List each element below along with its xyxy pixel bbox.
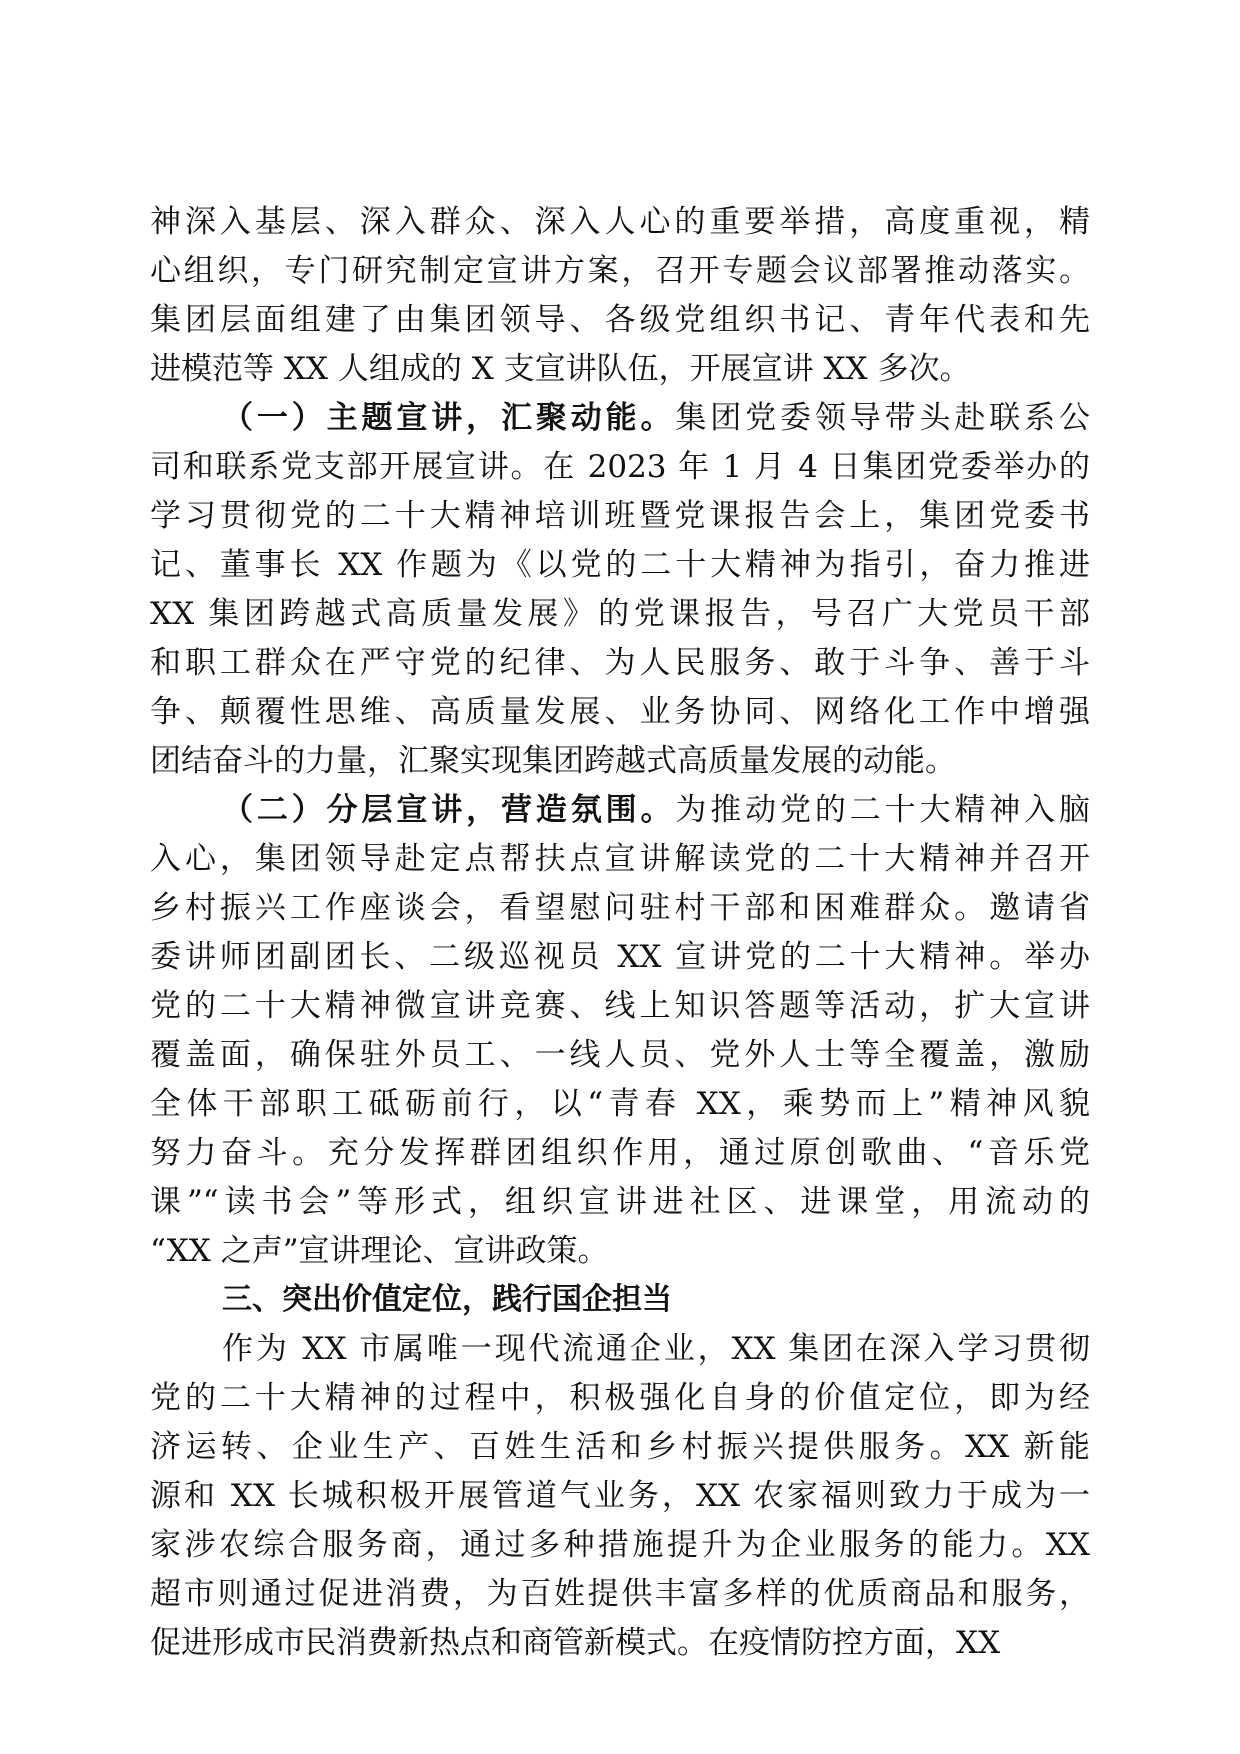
paragraph-line: 覆盖面，确保驻外员工、一线人员、党外人士等全覆盖，激励 bbox=[150, 1037, 1090, 1073]
paragraph-line: 乡村振兴工作座谈会，看望慰问驻村干部和困难群众。邀请省 bbox=[150, 890, 1090, 926]
paragraph-line: 司和联系党支部开展宣讲。在 2023 年 1 月 4 日集团党委举办的 bbox=[150, 449, 1090, 485]
paragraph-first-line: 作为 XX 市属唯一现代流通企业，XX 集团在深入学习贯彻 bbox=[222, 1331, 1090, 1367]
paragraph-line: 记、董事长 XX 作题为《以党的二十大精神为指引，奋力推进 bbox=[150, 547, 1090, 583]
paragraph-line: 争、颠覆性思维、高质量发展、业务协同、网络化工作中增强 bbox=[150, 694, 1090, 730]
paragraph-line: 集团层面组建了由集团领导、各级党组织书记、青年代表和先 bbox=[150, 302, 1090, 338]
paragraph-first-line bbox=[222, 788, 1090, 832]
subsection-lead: （一）主题宣讲，汇聚动能。 bbox=[222, 400, 676, 436]
document-page bbox=[150, 0, 1090, 1754]
paragraph-line: 课”“读书会”等形式，组织宣讲进社区、进课堂，用流动的 bbox=[150, 1184, 1090, 1220]
paragraph-text: 为推动党的二十大精神入脑 bbox=[675, 792, 1090, 828]
paragraph-line: 学习贯彻党的二十大精神培训班暨党课报告会上，集团党委书 bbox=[150, 498, 1090, 534]
paragraph-line: 和职工群众在严守党的纪律、为人民服务、敢于斗争、善于斗 bbox=[150, 645, 1090, 681]
paragraph-line: 心组织，专门研究制定宣讲方案，召开专题会议部署推动落实。 bbox=[150, 253, 1090, 289]
paragraph-line: 神深入基层、深入群众、深入人心的重要举措，高度重视，精 bbox=[150, 204, 1090, 240]
paragraph-line: 家涉农综合服务商，通过多种措施提升为企业服务的能力。XX bbox=[150, 1527, 1090, 1563]
paragraph-line: 入心，集团领导赴定点帮扶点宣讲解读党的二十大精神并召开 bbox=[150, 841, 1090, 877]
paragraph-line: 超市则通过促进消费，为百姓提供丰富多样的优质商品和服务， bbox=[150, 1576, 1090, 1612]
paragraph-line: 努力奋斗。充分发挥群团组织作用，通过原创歌曲、“音乐党 bbox=[150, 1135, 1090, 1171]
subsection-lead: （二）分层宣讲，营造氛围。 bbox=[222, 792, 676, 828]
paragraph-line: 团结奋斗的力量，汇聚实现集团跨越式高质量发展的动能。 bbox=[150, 743, 956, 779]
paragraph-line: 济运转、企业生产、百姓生活和乡村振兴提供服务。XX 新能 bbox=[150, 1429, 1090, 1465]
paragraph-line: 进模范等 XX 人组成的 X 支宣讲队伍，开展宣讲 XX 多次。 bbox=[150, 351, 971, 387]
paragraph-line: 全体干部职工砥砺前行，以“青春 XX，乘势而上”精神风貌 bbox=[150, 1086, 1090, 1122]
paragraph-line: 党的二十大精神的过程中，积极强化自身的价值定位，即为经 bbox=[150, 1380, 1090, 1416]
paragraph-line: “XX 之声”宣讲理论、宣讲政策。 bbox=[150, 1233, 609, 1269]
paragraph-line: 促进形成市民消费新热点和商管新模式。在疫情防控方面，XX bbox=[150, 1625, 1001, 1661]
paragraph-line: 党的二十大精神微宣讲竞赛、线上知识答题等活动，扩大宣讲 bbox=[150, 988, 1090, 1024]
paragraph-line: 源和 XX 长城积极开展管道气业务，XX 农家福则致力于成为一 bbox=[150, 1478, 1090, 1514]
section-heading: 三、突出价值定位，践行国企担当 bbox=[222, 1282, 672, 1317]
paragraph-first-line bbox=[222, 396, 1090, 440]
paragraph-line: 委讲师团副团长、二级巡视员 XX 宣讲党的二十大精神。举办 bbox=[150, 939, 1090, 975]
paragraph-line: XX 集团跨越式高质量发展》的党课报告，号召广大党员干部 bbox=[150, 596, 1090, 632]
paragraph-text: 集团党委领导带头赴联系公 bbox=[675, 400, 1090, 436]
